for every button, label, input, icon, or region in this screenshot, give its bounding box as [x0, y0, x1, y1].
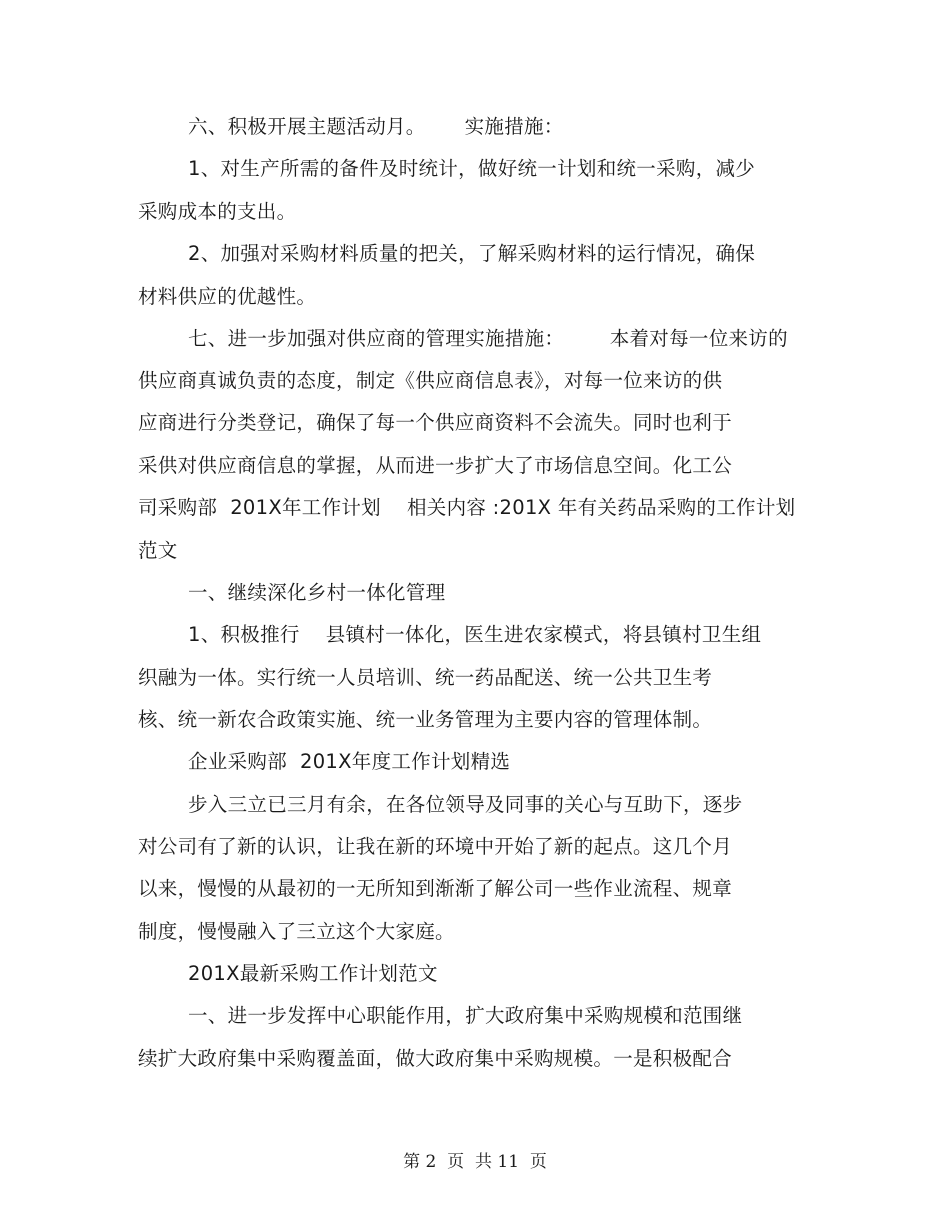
text-line: 七、进一步加强对供应商的管理实施措施： 本着对每一位来访的: [188, 327, 788, 350]
text-line: 司采购部 201X年工作计划 相关内容 :201X 年有关药品采购的工作计划: [138, 496, 796, 519]
text-line: 六、积极开展主题活动月。 实施措施：: [188, 115, 564, 138]
text-line: 采供对供应商信息的掌握，从而进一步扩大了市场信息空间。化工公: [138, 454, 733, 477]
text-line: 核、统一新农合政策实施、统一业务管理为主要内容的管理体制。: [138, 708, 713, 731]
page-number-footer: 第 2 页 共 11 页: [403, 1152, 547, 1172]
text-line: 1、积极推行 县镇村一体化，医生进农家模式，将县镇村卫生组: [188, 623, 762, 646]
text-line: 织融为一体。实行统一人员培训、统一药品配送、统一公共卫生考: [138, 666, 713, 689]
text-line: 201X最新采购工作计划范文: [188, 962, 438, 985]
text-line: 采购成本的支出。: [138, 200, 297, 223]
text-line: 材料供应的优越性。: [138, 285, 317, 308]
text-line: 续扩大政府集中采购覆盖面，做大政府集中采购规模。一是积极配合: [138, 1047, 733, 1070]
text-line: 以来，慢慢的从最初的一无所知到渐渐了解公司一些作业流程、规章: [138, 877, 733, 900]
text-line: 范文: [138, 539, 178, 562]
text-line: 制度，慢慢融入了三立这个大家庭。: [138, 920, 455, 943]
text-line: 1、对生产所需的备件及时统计，做好统一计划和统一采购，减少: [188, 157, 756, 180]
text-line: 2、加强对采购材料质量的把关，了解采购材料的运行情况，确保: [188, 242, 756, 265]
text-line: 企业采购部 201X年度工作计划精选: [188, 750, 511, 773]
text-line: 供应商真诚负责的态度，制定《供应商信息表》，对每一位来访的供: [138, 369, 723, 392]
text-line: 步入三立已三月有余，在各位领导及同事的关心与互助下，逐步: [188, 793, 743, 816]
text-line: 一、继续深化乡村一体化管理: [188, 581, 446, 604]
text-line: 对公司有了新的认识，让我在新的环境中开始了新的起点。这几个月: [138, 835, 733, 858]
text-line: 一、进一步发挥中心职能作用，扩大政府集中采购规模和范围继: [188, 1004, 743, 1027]
text-line: 应商进行分类登记，确保了每一个供应商资料不会流失。同时也利于: [138, 411, 733, 434]
